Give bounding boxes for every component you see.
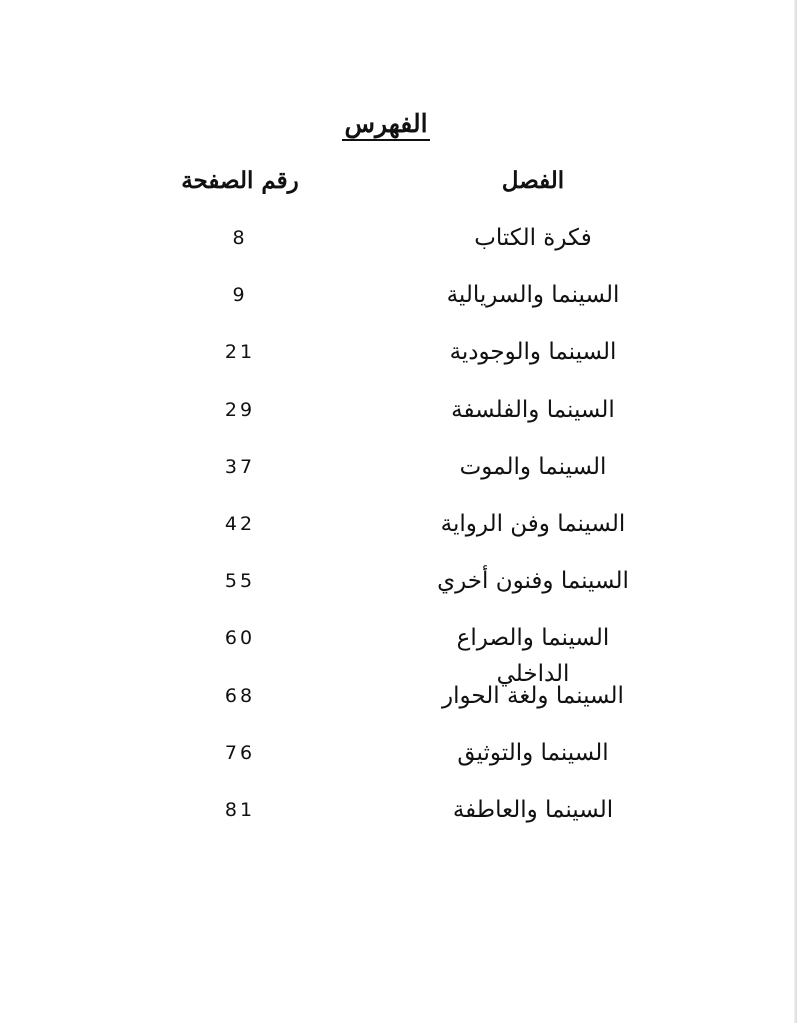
chapter-title: السينما والعاطفة [452,796,614,823]
toc-row [0,277,797,334]
toc-row [0,334,797,391]
toc-row [0,220,797,277]
page-number: 29 [224,398,256,421]
page-number: 42 [224,512,256,535]
page-number: 60 [224,627,256,650]
toc-row [0,792,797,849]
toc-entries [0,220,797,849]
page-number: 9 [232,284,248,307]
chapter-title: السينما ولغة الحوار [442,682,624,709]
chapter-title: السينما والصراع الداخلي [456,625,610,688]
page-number: 37 [224,455,256,478]
toc-row [0,506,797,563]
page-number: 81 [224,798,256,821]
chapter-title: السينما والفلسفة [451,396,615,423]
page-number: 21 [224,341,256,364]
toc-row [0,735,797,792]
toc-row [0,563,797,620]
toc-header-row [0,164,797,198]
chapter-title: السينما والتوثيق [457,739,609,766]
page-number: 68 [224,684,256,707]
chapter-column-header: الفصل [501,167,565,194]
chapter-title: السينما والموت [459,453,607,480]
chapter-title: السينما والوجودية [449,339,617,366]
toc-row [0,449,797,506]
toc-row [0,678,797,735]
toc-title-text: الفهرس [342,109,429,141]
page-number-column-header: رقم الصفحة [181,167,299,194]
toc-row [0,392,797,449]
chapter-title: السينما وفنون أخري [437,568,629,595]
page-title [336,108,436,141]
toc-row [0,620,797,688]
chapter-title: السينما والسريالية [446,282,620,309]
chapter-title: فكرة الكتاب [474,225,592,251]
chapter-title: السينما وفن الرواية [440,510,626,537]
page-number: 55 [224,570,256,593]
page-number: 8 [232,227,248,249]
page-number: 76 [224,741,256,764]
